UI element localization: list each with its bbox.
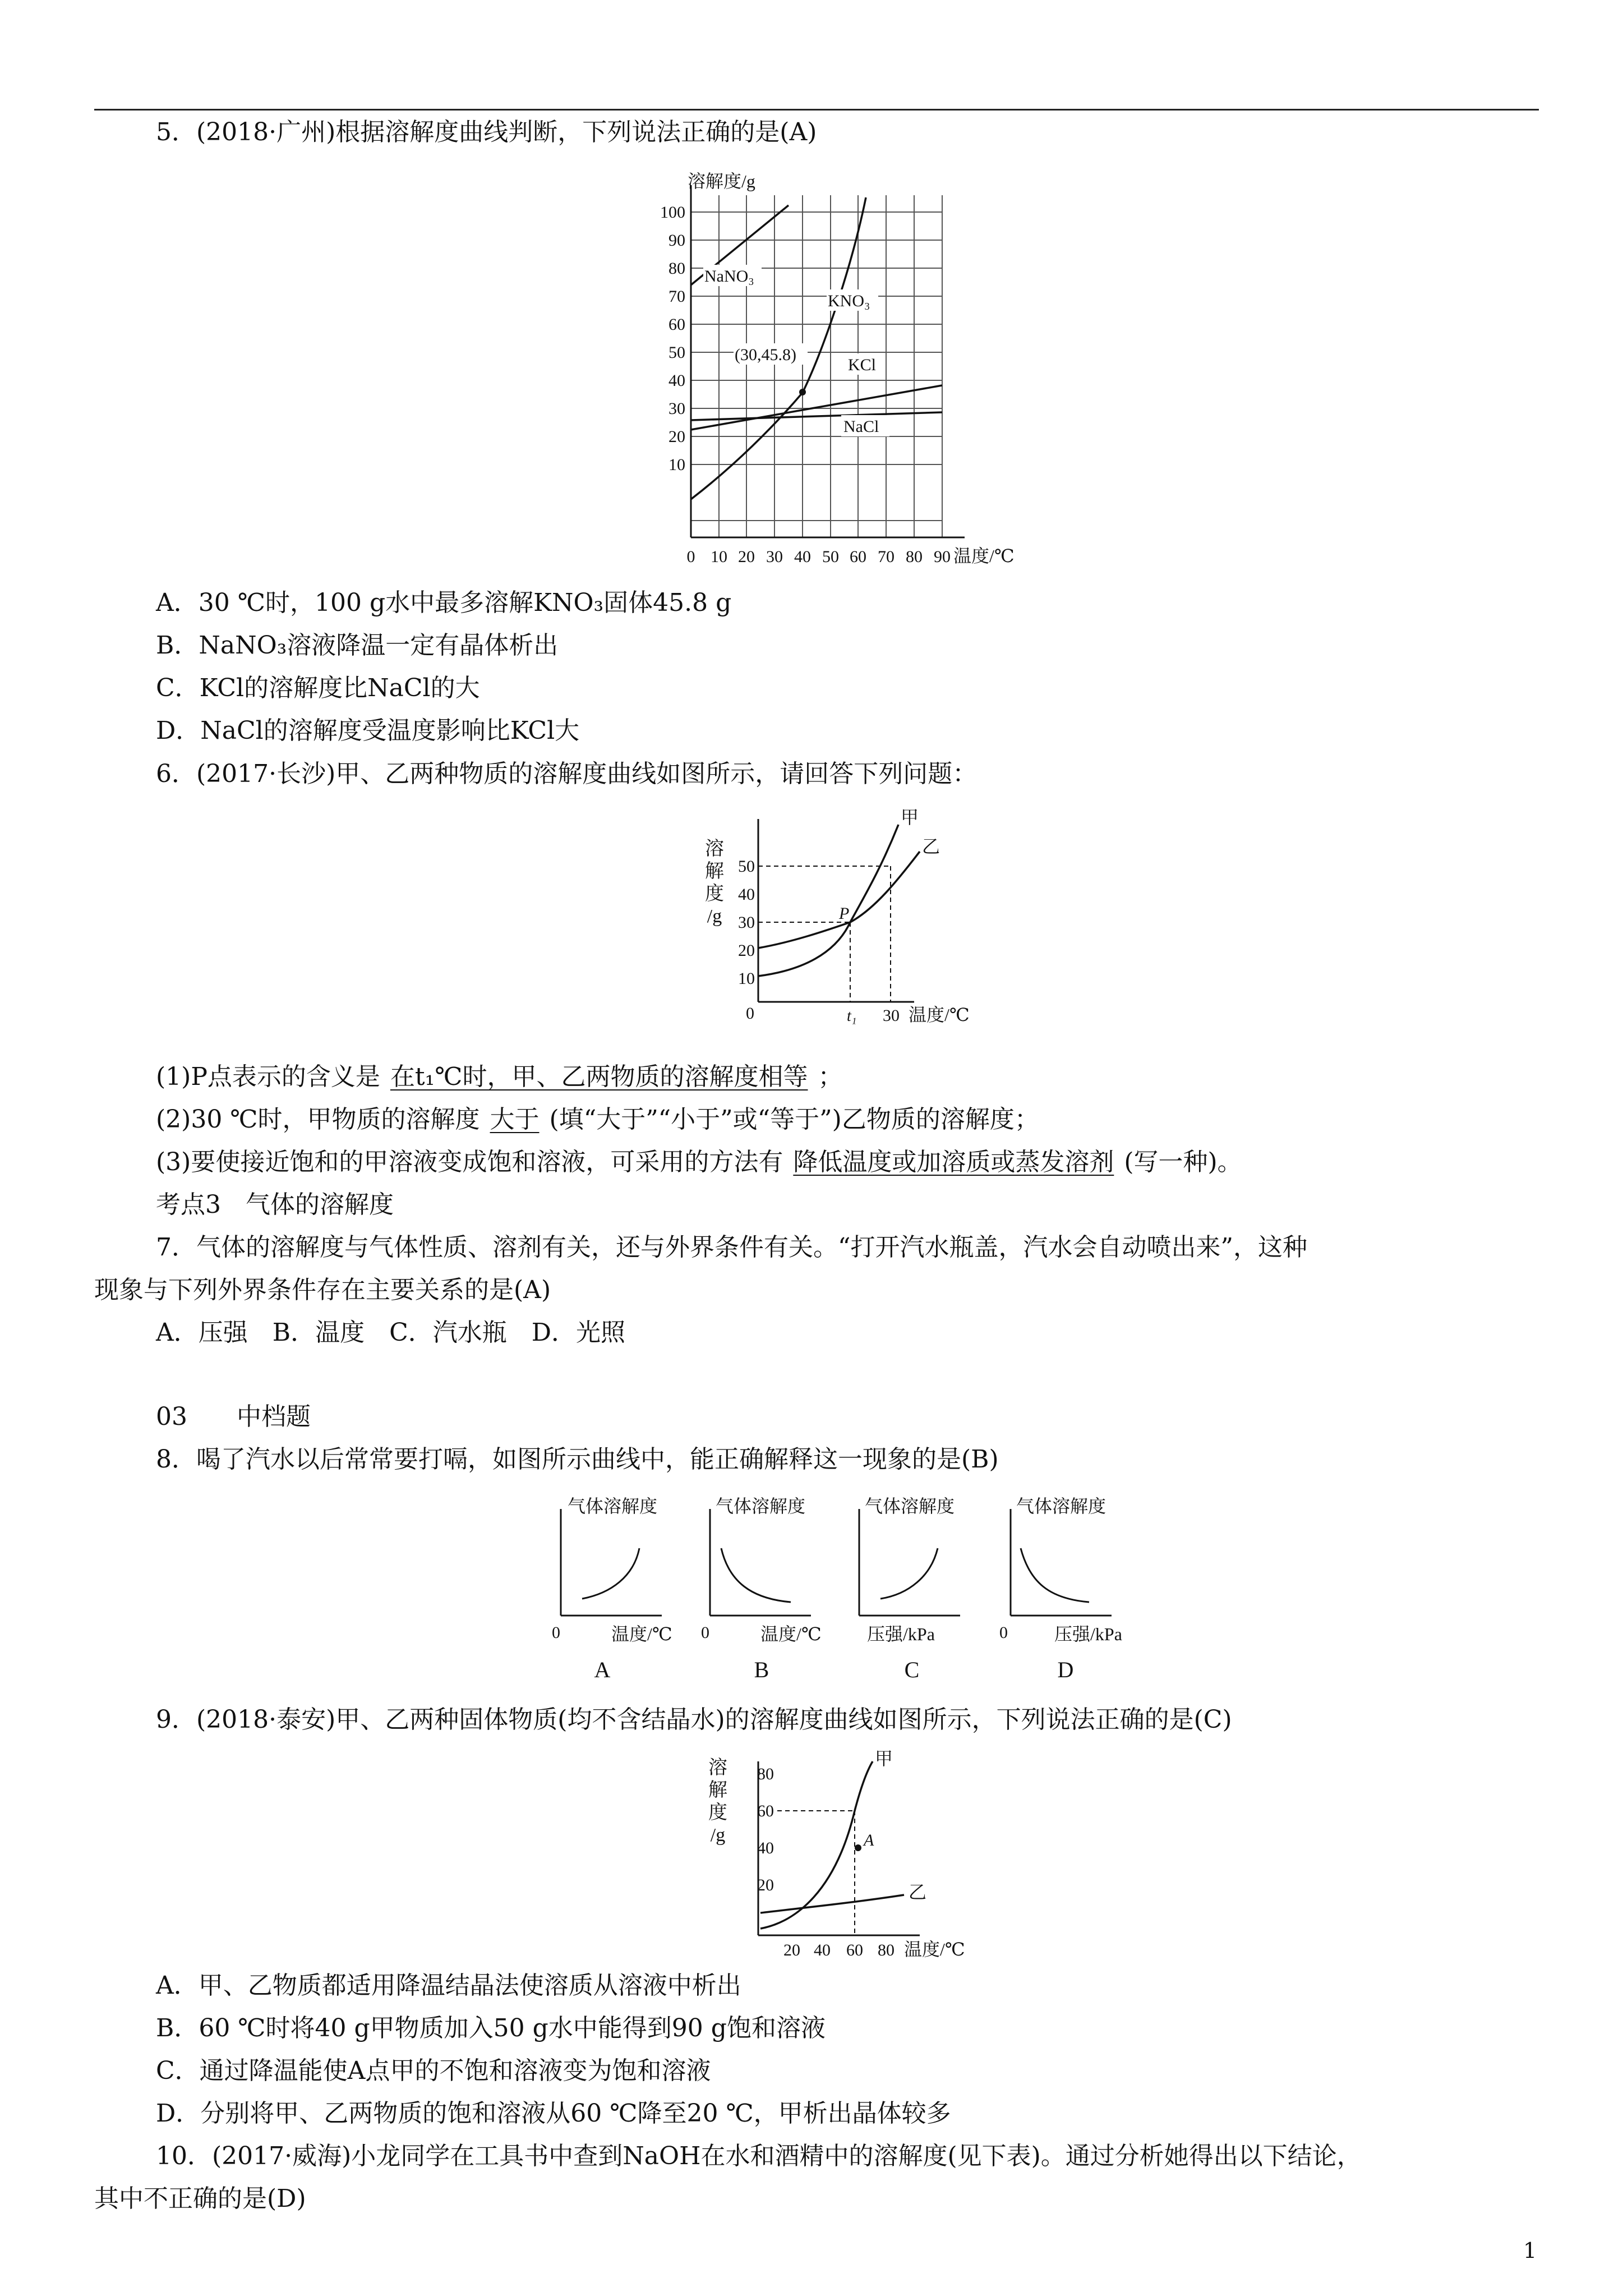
q6-part2-answer: 大于 <box>490 1105 540 1134</box>
q5-label-nacl: NaCl <box>843 417 879 436</box>
q6-part1-answer: 在t₁℃时，甲、乙两物质的溶解度相等 <box>390 1062 808 1091</box>
q9-x-axis-label: 温度/℃ <box>904 1939 965 1959</box>
q8-curve-b <box>721 1548 791 1602</box>
q5-curve-kcl <box>691 385 942 430</box>
q8-curve-c <box>880 1548 938 1599</box>
q5-label-kcl: KCl <box>848 356 877 374</box>
q5-x-axis-label: 温度/℃ <box>953 546 1015 566</box>
q8-graph-c <box>859 1496 960 1682</box>
q8-graphs <box>544 1492 1161 1694</box>
q5-xtick: 80 <box>906 547 923 566</box>
q8-ylabel: 气体溶解度 <box>716 1496 806 1516</box>
q5-xtick: 70 <box>878 547 895 566</box>
q6-y-tick-labels <box>738 857 755 988</box>
q5-y-tick-labels <box>660 203 685 474</box>
q6-part3-prompt: (3)要使接近饱和的甲溶液变成饱和溶液，可采用的方法有 <box>156 1148 783 1176</box>
q8-xlabel: 压强/kPa <box>867 1624 935 1644</box>
q8-graph-d <box>999 1496 1122 1682</box>
q6-stem: 6．(2017·长沙)甲、乙两种物质的溶解度曲线如图所示，请回答下列问题： <box>156 760 978 788</box>
q8-letter: C <box>904 1657 920 1682</box>
q5-curve-nacl <box>691 412 942 420</box>
q5-ytick: 60 <box>668 315 685 334</box>
q9-option-b: B．60 ℃时将40 g甲物质加入50 g水中能得到90 g饱和溶液 <box>156 2014 826 2042</box>
q6-y-axis-label <box>705 838 724 927</box>
q5-label-nano3: NaNO₃ <box>704 267 754 286</box>
q8-xlabel: 温度/℃ <box>611 1624 672 1644</box>
q10-stem-line2: 其中不正确的是(D) <box>94 2184 306 2213</box>
q6-ylabel-char: 度 <box>705 884 724 904</box>
q10-stem-line1: 10．(2017·威海)小龙同学在工具书中查到NaOH在水和酒精中的溶解度(见下表)。通过分析她得出以下结论， <box>156 2142 1362 2170</box>
q9-x-tick-labels <box>783 1941 895 1959</box>
q7-stem-line2: 现象与下列外界条件存在主要关系的是(A) <box>94 1276 551 1304</box>
q5-ytick: 80 <box>668 259 685 278</box>
q6-part1-prompt: (1)P点表示的含义是 <box>156 1062 380 1091</box>
q6-part3-answer: 降低温度或加溶质或蒸发溶剂 <box>793 1148 1114 1176</box>
q9-xtick: 40 <box>814 1941 831 1959</box>
q6-curve-b-label: 乙 <box>922 836 940 857</box>
q9-curve-a-label: 甲 <box>875 1750 893 1769</box>
q8-ylabel: 气体溶解度 <box>1016 1496 1106 1516</box>
q9-point-marker <box>855 1844 861 1851</box>
q7-options: A．压强 B．温度 C．汽水瓶 D．光照 <box>156 1318 626 1347</box>
q9-ytick: 60 <box>757 1802 774 1820</box>
q5-solubility-chart <box>639 163 1043 572</box>
q6-x-t1: t₁ <box>847 1007 857 1025</box>
q8-letter: B <box>754 1657 769 1682</box>
q8-origin: 0 <box>999 1623 1008 1642</box>
q9-curve-a <box>760 1761 873 1929</box>
q8-letter: D <box>1057 1657 1074 1682</box>
q5-ytick: 50 <box>668 343 685 362</box>
q5-ytick: 90 <box>668 231 685 250</box>
q6-ytick: 30 <box>738 913 755 932</box>
q5-label-kno3: KNO₃ <box>828 292 870 310</box>
q5-x-tick-labels <box>687 547 951 566</box>
q8-xlabel: 压强/kPa <box>1054 1624 1122 1644</box>
q5-xtick: 0 <box>686 547 695 566</box>
page-number: 1 <box>1523 2238 1537 2263</box>
q6-solubility-chart <box>695 808 1009 1032</box>
q9-guide-lines <box>777 1811 855 1935</box>
q6-ytick: 40 <box>738 885 755 904</box>
q8-origin: 0 <box>552 1623 560 1642</box>
q5-ytick: 10 <box>668 455 685 474</box>
q9-ytick: 20 <box>757 1876 774 1894</box>
q9-xtick: 60 <box>846 1941 863 1959</box>
q5-ytick: 20 <box>668 427 685 446</box>
q9-ylabel-char: 度 <box>708 1802 727 1823</box>
q6-x-axis-label: 温度/℃ <box>909 1005 970 1025</box>
q5-xtick: 60 <box>850 547 866 566</box>
q9-curve-b-label: 乙 <box>909 1882 927 1902</box>
q5-ytick: 70 <box>668 287 685 306</box>
q6-part2-end: (填“大于”“小于”或“等于”)乙物质的溶解度； <box>549 1105 1039 1134</box>
q9-option-c: C．通过降温能使A点甲的不饱和溶液变为饱和溶液 <box>156 2056 711 2085</box>
q8-origin: 0 <box>701 1623 709 1642</box>
q8-curve-a <box>582 1548 639 1599</box>
q5-option-c: C．KCl的溶解度比NaCl的大 <box>156 674 480 702</box>
q6-ylabel-char: 解 <box>705 861 724 882</box>
q6-part3-end: (写一种)。 <box>1124 1148 1242 1176</box>
q5-xtick: 40 <box>794 547 811 566</box>
q6-ylabel-char: 溶 <box>705 839 724 859</box>
q6-curve-a-label: 甲 <box>901 808 919 827</box>
difficulty-heading: 03 中档题 <box>156 1402 311 1431</box>
q5-xtick: 20 <box>738 547 755 566</box>
q5-stem: 5．(2018·广州)根据溶解度曲线判断，下列说法正确的是(A) <box>156 118 817 146</box>
q6-ytick: 10 <box>738 969 755 988</box>
q6-part3 <box>156 1145 1242 1179</box>
q6-origin: 0 <box>746 1004 754 1023</box>
q6-ylabel-char: /g <box>707 906 722 927</box>
q7-stem-line1: 7．气体的溶解度与气体性质、溶剂有关，还与外界条件有关。“打开汽水瓶盖，汽水会自动喷出来”，这种 <box>156 1233 1307 1262</box>
q6-point-label: P <box>839 904 850 923</box>
q8-ylabel: 气体溶解度 <box>865 1496 955 1516</box>
q8-xlabel: 温度/℃ <box>760 1624 822 1644</box>
q5-xtick: 50 <box>822 547 839 566</box>
q5-option-a: A．30 ℃时，100 g水中最多溶解KNO₃固体45.8 g <box>156 588 732 617</box>
q9-curve-b <box>760 1895 904 1913</box>
q6-x-30: 30 <box>883 1006 900 1025</box>
q9-ytick: 80 <box>757 1765 774 1783</box>
q8-graph-a <box>552 1496 672 1682</box>
q8-stem: 8．喝了汽水以后常常要打嗝，如图所示曲线中，能正确解释这一现象的是(B) <box>156 1445 999 1474</box>
q5-ytick: 100 <box>660 203 685 222</box>
q5-ytick: 30 <box>668 399 685 418</box>
q6-part1-end: ； <box>818 1062 843 1091</box>
q5-xtick: 90 <box>934 547 951 566</box>
q6-ytick: 20 <box>738 941 755 960</box>
q6-part2-prompt: (2)30 ℃时，甲物质的溶解度 <box>156 1105 480 1134</box>
q8-curve-d <box>1021 1548 1089 1602</box>
q5-ytick: 40 <box>668 371 685 390</box>
q5-option-d: D．NaCl的溶解度受温度影响比KCl大 <box>156 716 580 745</box>
q9-ylabel-char: 溶 <box>708 1757 727 1778</box>
q9-solubility-chart <box>695 1750 1043 1963</box>
q9-option-d: D．分别将甲、乙两物质的饱和溶液从60 ℃降至20 ℃，甲析出晶体较多 <box>156 2099 951 2128</box>
q6-part1 <box>156 1060 842 1094</box>
q9-xtick: 20 <box>783 1941 800 1959</box>
q6-ytick: 50 <box>738 857 755 876</box>
q9-stem: 9．(2018·泰安)甲、乙两种固体物质(均不含结晶水)的溶解度曲线如图所示，下列说法正确的是(C) <box>156 1705 1232 1734</box>
q5-y-axis-label: 溶解度/g <box>688 171 755 191</box>
q5-label-point: (30,45.8) <box>735 346 796 364</box>
header-rule <box>94 109 1539 111</box>
q9-option-a: A．甲、乙物质都适用降温结晶法使溶质从溶液中析出 <box>156 1971 741 2000</box>
q9-ylabel-char: /g <box>710 1825 726 1846</box>
q5-xtick: 10 <box>711 547 727 566</box>
q9-y-axis-label <box>708 1757 727 1846</box>
q9-ytick: 40 <box>757 1839 774 1857</box>
q5-option-b: B．NaNO₃溶液降温一定有晶体析出 <box>156 631 559 660</box>
q9-ylabel-char: 解 <box>708 1780 727 1801</box>
q5-point-marker <box>799 389 806 395</box>
q9-y-tick-labels <box>757 1765 774 1894</box>
q8-ylabel: 气体溶解度 <box>568 1496 658 1516</box>
section-heading: 考点3 气体的溶解度 <box>156 1190 394 1219</box>
q5-xtick: 30 <box>766 547 783 566</box>
q9-point-label: A <box>864 1831 874 1849</box>
q6-part2 <box>156 1103 1039 1137</box>
q8-graph-b <box>701 1496 822 1682</box>
q5-grid <box>691 195 942 537</box>
q8-letter: A <box>594 1657 611 1682</box>
q9-xtick: 80 <box>878 1941 895 1959</box>
